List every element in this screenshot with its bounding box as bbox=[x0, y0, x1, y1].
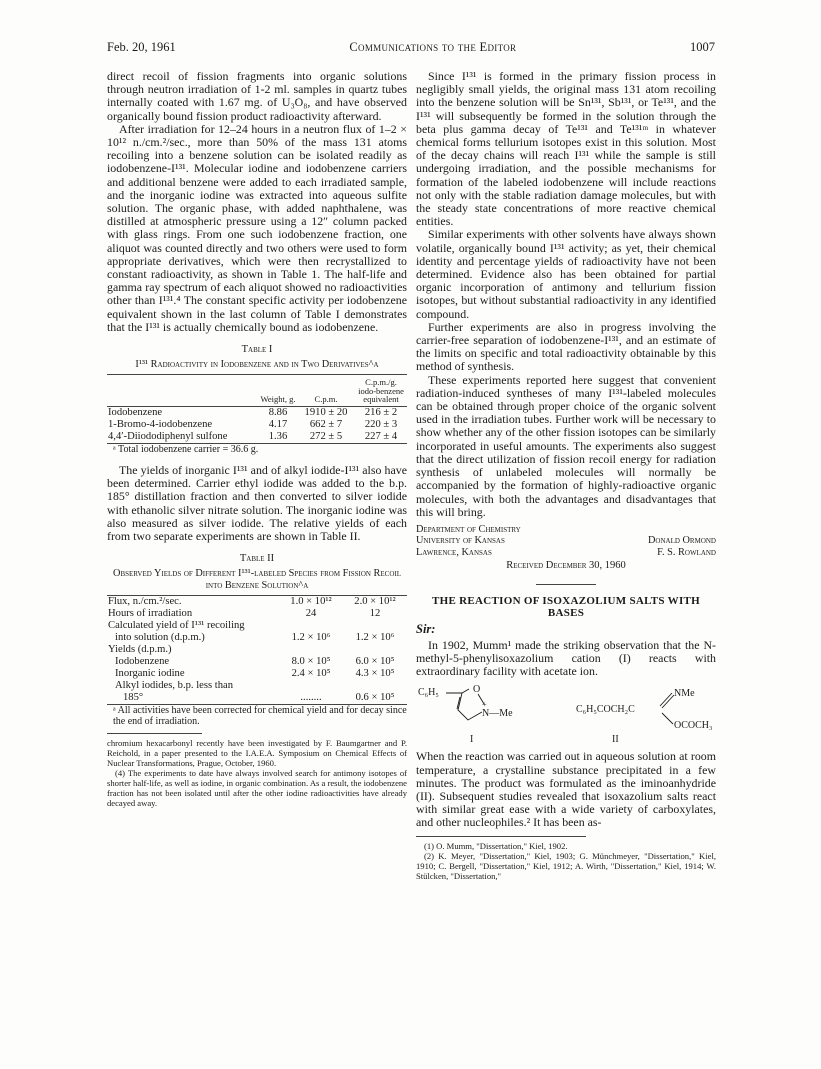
right-column bbox=[416, 70, 716, 881]
table-cell: 1910 ± 20 bbox=[304, 407, 348, 419]
structure-ii-acetoxy: OCOCH₃ bbox=[674, 720, 713, 732]
table-1 bbox=[107, 374, 407, 444]
header-date: Feb. 20, 1961 bbox=[107, 40, 176, 54]
table-cell: 4,4′-Diiododiphenyl sulfone bbox=[108, 431, 228, 443]
structure-i-ring bbox=[458, 693, 482, 720]
paragraph: When the reaction was carried out in aqueous solution at room temperature, a crystalline substance precipitated in a few minutes. The product was formulated as the iminoanhydride (II). Subsequent studies revealed that isoxazolium salts react with similar great ease with a wide variety of carboxylates, and other nucleophiles.² It has been as- bbox=[416, 749, 716, 830]
chemical-structures bbox=[416, 682, 716, 746]
table-cell bbox=[279, 620, 343, 632]
table-cell: Iodobenzene bbox=[115, 656, 170, 668]
structure-ii-chain: C₆H₅COCH₂C bbox=[576, 704, 635, 716]
table-1-note: ᵃ Total iodobenzene carrier = 36.6 g. bbox=[113, 444, 259, 456]
table-2-caption: Table II bbox=[239, 553, 275, 565]
table-row bbox=[107, 407, 407, 420]
table-row bbox=[107, 644, 407, 656]
structure-ii-double-bond bbox=[660, 693, 674, 708]
table-header-row bbox=[107, 375, 407, 407]
table-cell: 8.0 × 10⁵ bbox=[291, 656, 331, 668]
table-cell bbox=[343, 620, 407, 632]
table-row bbox=[107, 419, 407, 431]
table-cell bbox=[279, 680, 343, 692]
structure-i-nitrogen: N—Me bbox=[482, 708, 513, 720]
left-column bbox=[107, 70, 407, 808]
paragraph: Further experiments are also in progress involving the carrier-free separation of iodobenzene-I¹³¹, and an estimate of the limits on specific and total radioactivity obtainable by this method of synthesis. bbox=[416, 319, 716, 374]
table-cell: 8.86 bbox=[268, 407, 288, 419]
footnote: (4) The experiments to date have always involved search for antimony isotopes of shorter half-life, as well as iodine, in organic combination. As a result, the iodobenzene fraction has not been isolated until after the other iodine radioactivities have already decayed away. bbox=[107, 768, 407, 809]
table-header-cell bbox=[107, 375, 259, 407]
table-cell: Iodobenzene bbox=[108, 407, 163, 419]
table-cell: 1-Bromo-4-iodobenzene bbox=[108, 419, 213, 431]
table-cell: 1.0 × 10¹² bbox=[290, 596, 332, 608]
article-title: THE REACTION OF ISOXAZOLIUM SALTS WITH BASES bbox=[431, 594, 701, 620]
table-cell: into solution (d.p.m.) bbox=[115, 632, 205, 644]
table-2-title: Observed Yields of Different I¹³¹-labeled Species from Fission Recoil into Benzene Solution^a bbox=[113, 568, 401, 592]
table-header-cell: Weight, g. bbox=[260, 394, 296, 405]
table-cell: Alkyl iodides, b.p. less than bbox=[115, 680, 233, 692]
salutation: Sir: bbox=[416, 621, 436, 636]
footnote: (1) O. Mumm, "Dissertation," Kiel, 1902. bbox=[424, 840, 568, 851]
header-section: Communications to the Editor bbox=[349, 40, 517, 54]
table-row bbox=[107, 431, 407, 444]
structure-ii-label: II bbox=[612, 734, 619, 746]
table-row bbox=[107, 632, 407, 644]
author-name: F. S. Rowland bbox=[657, 546, 716, 558]
table-cell: 2.0 × 10¹² bbox=[354, 596, 396, 608]
structure-diagram bbox=[416, 682, 716, 746]
table-cell: 220 ± 3 bbox=[364, 419, 398, 431]
table-cell: 227 ± 4 bbox=[364, 431, 398, 443]
paragraph: Similar experiments with other solvents have always shown volatile, organically bound I¹³¹ activity; as yet, their chemical identity and percentage yields of radioactivity have not been determined. Evidence also has been obtained for partial organic incorporation of antimony and tellurium fission isotopes, but without substantial radioactivity in any identified compound. bbox=[416, 227, 716, 321]
table-cell: 1.36 bbox=[268, 431, 288, 443]
footnote: chromium hexacarbonyl recently have been investigated by F. Baumgartner and P. Reichold, in a paper presented to the I.A.E.A. Symposium on Chemical Effects of Nuclear Transformations, Prague, October, 1960. bbox=[107, 738, 407, 769]
university: University of Kansas bbox=[416, 535, 505, 547]
affiliation-block bbox=[416, 524, 716, 573]
paragraph: The yields of inorganic I¹³¹ and of alkyl iodide-I¹³¹ also have been determined. Carrier ethyl iodide was added to the b.p. 185° distillation fraction and then converted to silver iodide with ethanolic silver nitrate solution. The inorganic iodine was also measured as silver iodide. The relative yields of each from two separate experiments are shown in Table II. bbox=[107, 463, 407, 544]
table-1-title: I¹³¹ Radioactivity in Iodobenzene and in Two Derivatives^a bbox=[135, 359, 379, 371]
footnote: (2) K. Meyer, "Dissertation," Kiel, 1903; G. Münchmeyer, "Dissertation," Kiel, 1910; C. Bergell, "Dissertation," Kiel, 1912; A. Wirth, "Dissertation," Kiel, 1914; W. Stülcken, "Dissertation," bbox=[416, 850, 716, 881]
affiliation-line bbox=[416, 547, 716, 559]
table-cell: 4.3 × 10⁵ bbox=[355, 668, 395, 680]
city: Lawrence, Kansas bbox=[416, 546, 492, 558]
structure-i-bond bbox=[446, 689, 469, 693]
table-row bbox=[107, 692, 407, 705]
table-cell: Hours of irradiation bbox=[108, 608, 193, 620]
table-cell: ........ bbox=[300, 692, 322, 704]
structure-i-charge: + bbox=[482, 700, 487, 710]
table-cell: 185° bbox=[123, 692, 144, 704]
article-divider bbox=[536, 584, 596, 585]
table-row bbox=[107, 596, 407, 609]
structure-ii-bond bbox=[662, 713, 673, 724]
paragraph: direct recoil of fission fragments into organic solutions through neutron irradiation of 1-2 ml. samples in quartz tubes internally coated with 1.67 mg. of U₃O₈, and have observed organically bound fission product radioactivity afterward. bbox=[107, 69, 407, 123]
table-header-cell: C.p.m. bbox=[314, 394, 338, 405]
table-row bbox=[107, 668, 407, 680]
table-cell: 0.6 × 10⁵ bbox=[355, 692, 395, 704]
running-header bbox=[107, 40, 715, 56]
table-cell: 24 bbox=[305, 608, 317, 620]
table-row bbox=[107, 608, 407, 620]
footnote-divider bbox=[416, 836, 586, 837]
table-row bbox=[107, 656, 407, 668]
structure-i-phenyl: C₆H₅ bbox=[418, 687, 439, 699]
table-cell: 1.2 × 10⁶ bbox=[355, 632, 395, 644]
received-date: Received December 30, 1960 bbox=[506, 560, 626, 572]
table-cell: 1.2 × 10⁶ bbox=[291, 632, 331, 644]
table-cell: Yields (d.p.m.) bbox=[108, 644, 172, 656]
structure-i-bond bbox=[478, 694, 484, 704]
table-cell: Calculated yield of I¹³¹ recoiling bbox=[108, 620, 245, 632]
footnote-divider bbox=[107, 733, 202, 734]
table-row bbox=[107, 620, 407, 632]
table-2 bbox=[107, 595, 407, 705]
table-cell: 12 bbox=[369, 608, 381, 620]
department: Department of Chemistry bbox=[416, 523, 521, 535]
table-cell bbox=[343, 680, 407, 692]
structure-ii-imine: NMe bbox=[674, 688, 695, 700]
table-cell: Inorganic iodine bbox=[115, 668, 185, 680]
structure-i-label: I bbox=[470, 734, 474, 746]
structure-i-oxygen: O bbox=[473, 684, 481, 696]
table-cell bbox=[279, 644, 343, 656]
table-cell: 216 ± 2 bbox=[364, 407, 398, 419]
paragraph: In 1902, Mumm¹ made the striking observation that the N-methyl-5-phenylisoxazolium cation (I) reacts with extraordinary facility with acetate ion. bbox=[416, 637, 716, 679]
table-cell: 662 ± 7 bbox=[309, 419, 343, 431]
table-row bbox=[107, 680, 407, 692]
table-1-caption: Table I bbox=[241, 344, 273, 356]
paragraph: Since I¹³¹ is formed in the primary fission process in negligibly small yields, the original mass 131 atom recoiling into the benzene solution will be Sn¹³¹, Sb¹³¹, or Te¹³¹, and the I¹³¹ will subsequently be formed in the solution through the beta plus gamma decay of Te¹³¹ and Te¹³¹ᵐ in whatever chemical forms tellurium isotopes exist in this solution. Most of the decay chains will reach I¹³¹ while the sample is still undergoing irradiation, and the possible mechanisms for formation of the labeled iodobenzene will include reactions not only with the stable radiation damage molecules, but with the steady state concentrations of more reactive chemical entities. bbox=[416, 69, 716, 229]
author-name: Donald Ormond bbox=[647, 535, 716, 547]
paragraph: These experiments reported here suggest that convenient radiation-induced syntheses of many I¹³¹-labeled molecules can be obtained through proper choice of the organic solvent used in the irradiation tubes. Further work will be necessary to show whether any of the other fission isotopes can be similarly incorporated in useful amounts. The experiments also suggest that the direct utilization of fission recoil energy for radiation synthesis of unlabeled molecules will normally be accompanied by the formation of highly-radioactive organic molecules, with both the advantages and disadvantages that this will bring. bbox=[416, 372, 716, 519]
table-cell: 272 ± 5 bbox=[309, 431, 343, 443]
table-cell: 4.17 bbox=[268, 419, 288, 431]
affiliation-line bbox=[416, 524, 716, 536]
affiliation-line bbox=[416, 535, 716, 547]
table-header-cell: C.p.m./g. iodo-benzene equivalent bbox=[358, 377, 404, 405]
table-cell: 2.4 × 10⁵ bbox=[291, 668, 331, 680]
header-page-number: 1007 bbox=[689, 40, 715, 54]
table-2-note: ᵃ All activities have been corrected for chemical yield and for decay since the end of irradiation. bbox=[113, 705, 407, 728]
table-cell: Flux, n./cm.²/sec. bbox=[108, 596, 182, 608]
paragraph: After irradiation for 12–24 hours in a neutron flux of 1–2 × 10¹² n./cm.²/sec., more than 50% of the mass 131 atoms recoiling into a benzene solution can be isolated readily as iodobenzene-I¹³¹. Molecular iodine and iodobenzene carriers and additional benzene were added to each irradiated sample, and the inorganic iodine was extracted into aqueous sulfite solution. The organic phase, with added naphthalene, was distilled at atmospheric pressure using a 12″ column packed with glass rings. From one such iodobenzene fraction, one aliquot was counted directly and two others were used to form appropriate derivatives, which were then recrystallized to constant radioactivity, as shown in Table 1. The half-life and gamma ray spectrum of each aliquot showed no radioactivities other than I¹³¹.⁴ The constant specific activity per iodobenzene equivalent shown in the last column of Table I demonstrates that the I¹³¹ is actually chemically bound as iodobenzene. bbox=[107, 121, 407, 334]
table-cell: 6.0 × 10⁵ bbox=[355, 656, 395, 668]
table-cell bbox=[343, 644, 407, 656]
